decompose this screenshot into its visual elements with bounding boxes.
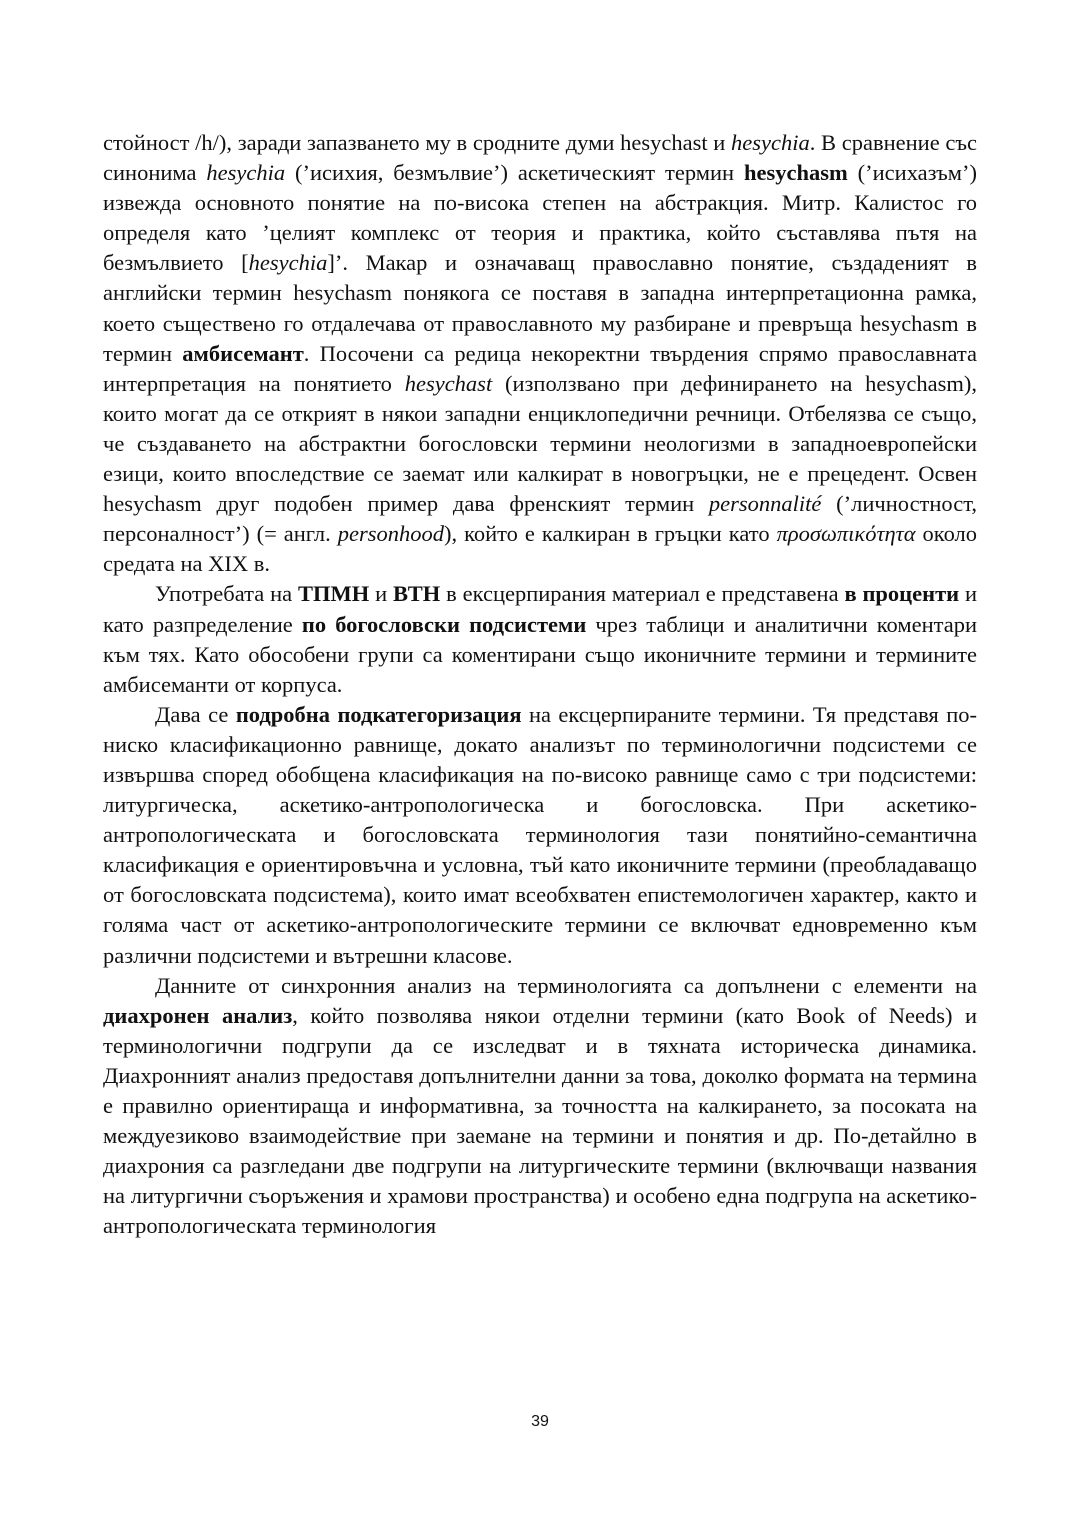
bold-term: по богословски подсистеми [301,611,587,637]
text-run: . В сравнение със синонима [103,130,977,186]
bold-term: ВТН [393,581,441,607]
text-run: Данните от синхронния анализ на терминологията са допълнени с елементи на [155,972,977,998]
text-run: (’личностност, персоналност’) (= англ. [103,491,977,547]
paragraph-subcategorization [103,700,977,971]
text-run: в ексцерпирания материал е представена [440,581,845,607]
text-run: (използвано при дефинирането на hesychasm), които могат да се открият в някои западни енциклопедични речници. Отбелязва се също, че създаването на абстрактни богословски термини неологизми в западноевропейски езици, които впоследствие се заемат или калкират в новогръцки, не е прецедент. Освен hesychasm друг подобен пример дава френският термин [103,370,977,517]
text-run: стойност /h/), заради запазването му в сродните думи hesychast и [103,130,732,155]
text-run: Дава се [155,701,236,727]
italic-term: hesychia [731,130,810,155]
bold-term: амбисемант [182,340,304,366]
italic-term: hesychia [206,160,286,186]
italic-term: personnalité [708,491,822,517]
text-run: . Посочени са редица некоректни твърдения спрямо православната интерпретация на понятието [103,340,977,396]
text-run: ), който е калкиран в гръцки като [443,521,777,547]
italic-term: προσωπικότητα [776,521,916,547]
text-run: и като разпределение [103,581,978,637]
text-run: около средата на XIX в. [103,521,977,577]
text-run: чрез таблици и аналитични коментари към тях. Като обособени групи са коментирани също иконичните термини и термините амбисеманти от корпуса. [103,611,977,697]
text-run: Употребата на [155,581,298,607]
text-run: на ексцерпираните термини. Тя представя по-ниско класификационно равнище, докато анализът по терминологични подсистеми се извършва според обобщена класификация на по-високо равнище само с три подсистеми: литургическа, аскетико-антропологическа и богословска. При аскетико-антропологическата и богословската терминология тази понятийно-семантична класификация е ориентировъчна и условна, тъй като иконичните термини (преобладаващо от богословската подсистема), които имат всеобхватен епистемологичен характер, както и голяма част от аскетико-антропологическите термини се включват едновременно към различни подсистеми и вътрешни класове. [103,701,977,968]
text-run: и [369,581,394,607]
text-run: (’исихазъм’) извежда основното понятие на по-висока степен на абстракция. Митр. Калистос го определя като ’целият комплекс от теория и практика, който съставлява пътя на безмълвието [ [103,160,978,276]
text-run: (’исихия, безмълвие’) аскетическият термин [285,160,744,186]
bold-term: подробна подкатегоризация [235,701,522,727]
text-run: , който позволява някои отделни термини (като Book of Needs) и терминологични подгрупи да се изследват и в тяхната историческа динамика. Диахронният анализ предоставя допълнителни данни за това, доколко формата на термина е правилно ориентираща и информативна, за точността на калкирането, за посоката на междуезиково взаимодействие при заемане на термини и понятия и др. По-детайлно в диахрония са разгледани две подгрупи на литургическите термини (включващи названия на литургични съоръжения и храмови пространства) и особено една подгрупа на аскетико-антропологическата терминология [103,1002,977,1239]
page-number: 39 [531,1413,549,1430]
paragraph-usage-stats [103,579,977,699]
bold-term: в проценти [844,581,960,607]
italic-term: hesychast [404,370,493,396]
paragraph-hesychasm [103,128,977,579]
italic-term: personhood [337,521,444,547]
bold-term: ТПМН [298,581,370,607]
body-text [103,128,977,1241]
bold-term: диахронен анализ [103,1002,293,1028]
bold-term: hesychasm [743,160,848,186]
text-run: ]’. Макар и означаващ православно понятие, създаденият в английски термин hesychasm понякога се поставя в западна интерпретационна рамка, което съществено го отдалечава от православното му разбиране и превръща hesychasm в термин [103,250,977,366]
paragraph-diachronic-analysis [103,971,977,1242]
italic-term: hesychia [248,250,328,276]
